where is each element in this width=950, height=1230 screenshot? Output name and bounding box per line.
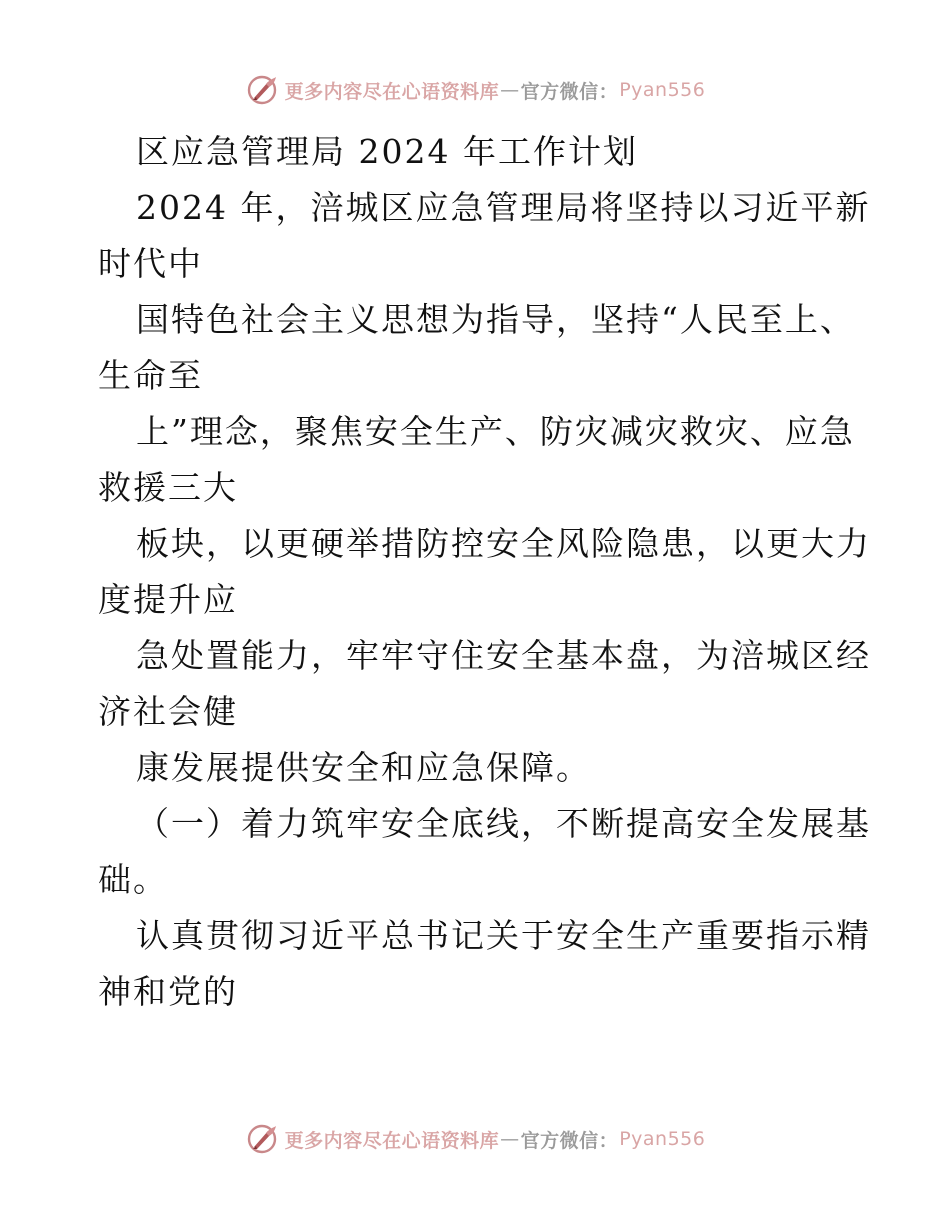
watermark-main-text: 更多内容尽在心语资料库 <box>284 1129 500 1152</box>
document-line: 2024 年，涪城区应急管理局将坚持以习近平新 <box>136 188 871 227</box>
document-line: 度提升应 <box>98 580 238 619</box>
document-line: 急处置能力，牢牢守住安全基本盘，为涪城区经 <box>136 636 871 675</box>
watermark-official-label: 官方微信： <box>520 80 619 103</box>
document-line: 国特色社会主义思想为指导，坚持“人民至上、 <box>136 300 855 339</box>
document-line: 认真贯彻习近平总书记关于安全生产重要指示精 <box>136 916 871 955</box>
document-line: 神和党的 <box>98 972 238 1011</box>
footer-watermark <box>0 1119 950 1159</box>
document-line: 救援三大 <box>98 468 238 507</box>
watermark-dash: — <box>500 1128 520 1150</box>
watermark-wechat-id: Pyan556 <box>619 1128 706 1150</box>
document-line: 区应急管理局 2024 年工作计划 <box>136 132 638 171</box>
watermark-official-label: 官方微信： <box>520 1129 619 1152</box>
watermark-dash: — <box>500 79 520 101</box>
quill-pen-logo-icon <box>245 73 279 107</box>
document-line: 础。 <box>98 860 168 899</box>
document-line: 板块，以更硬举措防控安全风险隐患，以更大力 <box>136 524 871 563</box>
document-line: 上”理念，聚焦安全生产、防灾减灾救灾、应急 <box>136 412 855 451</box>
document-line: （一）着力筑牢安全底线，不断提高安全发展基 <box>136 804 871 843</box>
watermark-main-text: 更多内容尽在心语资料库 <box>284 80 500 103</box>
document-line: 生命至 <box>98 356 203 395</box>
quill-pen-logo-icon <box>245 1122 279 1156</box>
header-watermark <box>0 70 950 110</box>
document-line: 康发展提供安全和应急保障。 <box>136 748 591 787</box>
document-line: 时代中 <box>98 244 203 283</box>
watermark-wechat-id: Pyan556 <box>619 79 706 101</box>
document-body <box>98 124 871 1020</box>
document-line: 济社会健 <box>98 692 238 731</box>
